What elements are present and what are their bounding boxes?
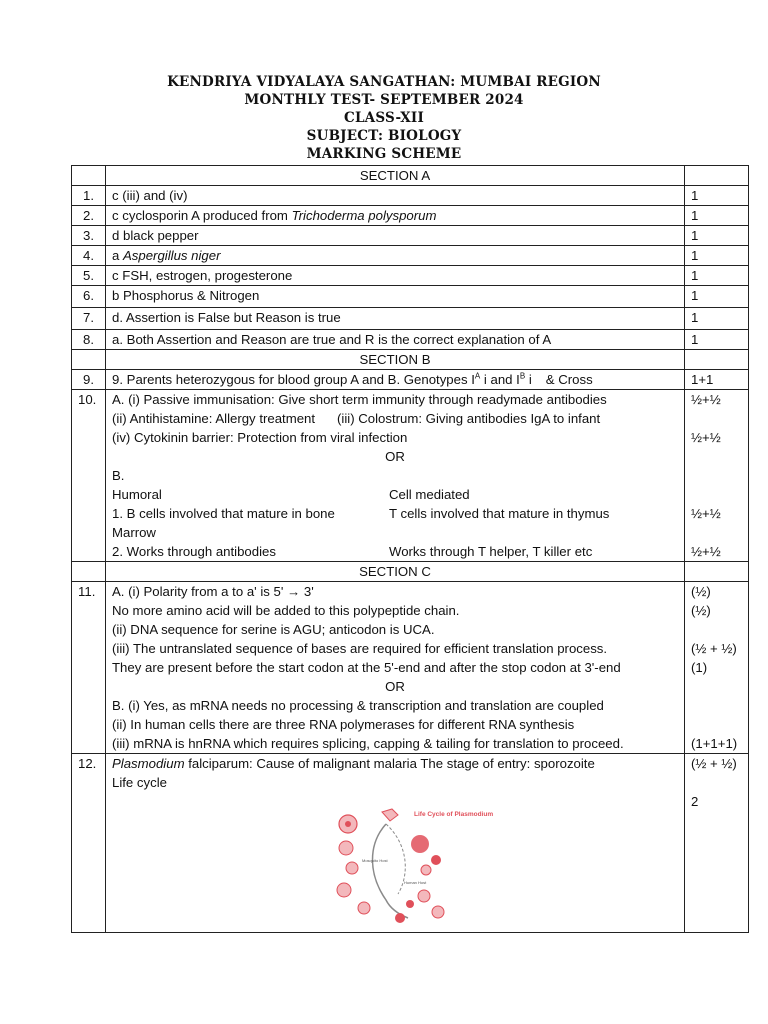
question-number: 10. [72,390,106,562]
table-row [72,330,749,350]
section-a-header-row [72,166,749,186]
answer-text: A. (i) Passive immunisation: Give short term immunity through readymade antibodies (ii) Antihistamine: Allergy treatment (iii) Colostrum: Giving antibodies IgA to infant (iv) Cytokinin barrier: Protection from viral infection OR B. Humoral Cell mediated 1. B cells involved that mature in bone T cells involved that mature in thymus Marrow 2. Works through antibodies Works through T helper, T killer etc [106,390,685,562]
diagram-label-mosquito: Mosquito Host [362,858,388,863]
section-a-heading: SECTION A [106,166,685,186]
marking-scheme-table [71,165,749,933]
answer-text: d black pepper [106,226,685,246]
marks: ½+½ ½+½ ½+½ ½+½ [685,390,749,562]
marks: 1 [685,308,749,330]
answer-text: A. (i) Polarity from a to a' is 5' → 3' No more amino acid will be added to this polypeptide chain. (ii) DNA sequence for serine is AGU; anticodon is UCA. (iii) The untranslated sequence of bases are required for efficient translation process. They are present before the start codon at the 5'-end and after the stop codon at 3'-end OR B. (i) Yes, as mRNA needs no processing & transcription and translation are coupled (ii) In human cells there are three RNA polymerases for different RNA synthesis (iii) mRNA is hnRNA which requires splicing, capping & tailing for translation to proceed. [106,582,685,754]
marks: 1+1 [685,370,749,390]
table-row [72,186,749,206]
answer-text [106,206,685,226]
question-number: 1. [72,186,106,206]
answer-italic: Trichoderma polysporum [291,208,437,223]
marks: 1 [685,246,749,266]
section-b-header-row [72,350,749,370]
marks: (½ + ½) 2 [685,754,749,933]
table-row [72,266,749,286]
answer-prefix: a [112,248,123,263]
header-organization: KENDRIYA VIDYALAYA SANGATHAN: MUMBAI REGION [167,74,601,90]
marks: 1 [685,186,749,206]
table-row [72,226,749,246]
table-row [72,390,749,562]
answer-text: c FSH, estrogen, progesterone [106,266,685,286]
header-subject: SUBJECT: BIOLOGY [306,128,462,144]
plasmodium-life-cycle-diagram [328,804,494,932]
answer-text [106,246,685,266]
question-number: 2. [72,206,106,226]
document-header [0,73,768,163]
answer-text: b Phosphorus & Nitrogen [106,286,685,308]
answer-text: c (iii) and (iv) [106,186,685,206]
table-row [72,286,749,308]
question-number: 5. [72,266,106,286]
answer-text: d. Assertion is False but Reason is true [106,308,685,330]
section-c-heading: SECTION C [106,562,685,582]
answer-text: Plasmodium falciparum: Cause of malignant malaria The stage of entry: sporozoite Life cycle Life Cycle of Plasmodium Mosquito Host Human Host [106,754,685,933]
diagram-label-human: Human Host [404,880,427,885]
header-test-name: MONTHLY TEST- SEPTEMBER 2024 [244,92,524,108]
life-cycle-illustration [328,804,494,932]
marks: 1 [685,286,749,308]
table-row [72,370,749,390]
question-number: 6. [72,286,106,308]
table-row [72,582,749,754]
question-number: 8. [72,330,106,350]
section-b-heading: SECTION B [106,350,685,370]
table-row [72,754,749,933]
table-row [72,308,749,330]
section-c-header-row [72,562,749,582]
question-number: 7. [72,308,106,330]
marks: 1 [685,266,749,286]
marks: (½) (½) (½ + ½) (1) (1+1+1) [685,582,749,754]
question-number: 12. [72,754,106,933]
question-number: 3. [72,226,106,246]
header-class: CLASS-XII [344,110,424,126]
answer-italic: Aspergillus niger [123,248,221,263]
answer-text: a. Both Assertion and Reason are true and R is the correct explanation of A [106,330,685,350]
diagram-title: Life Cycle of Plasmodium [414,811,494,818]
answer-prefix: c cyclosporin A produced from [112,208,292,223]
or-divider: OR [385,679,405,694]
question-number: 11. [72,582,106,754]
table-row [72,206,749,226]
marks: 1 [685,330,749,350]
marks: 1 [685,206,749,226]
table-row [72,246,749,266]
question-number: 9. [72,370,106,390]
question-number: 4. [72,246,106,266]
answer-text: 9. Parents heterozygous for blood group A and B. Genotypes $I^A$ i and $I^B$ i & Cross [106,370,685,390]
header-marking-scheme: MARKING SCHEME [306,146,462,162]
marks: 1 [685,226,749,246]
or-divider: OR [385,449,405,464]
